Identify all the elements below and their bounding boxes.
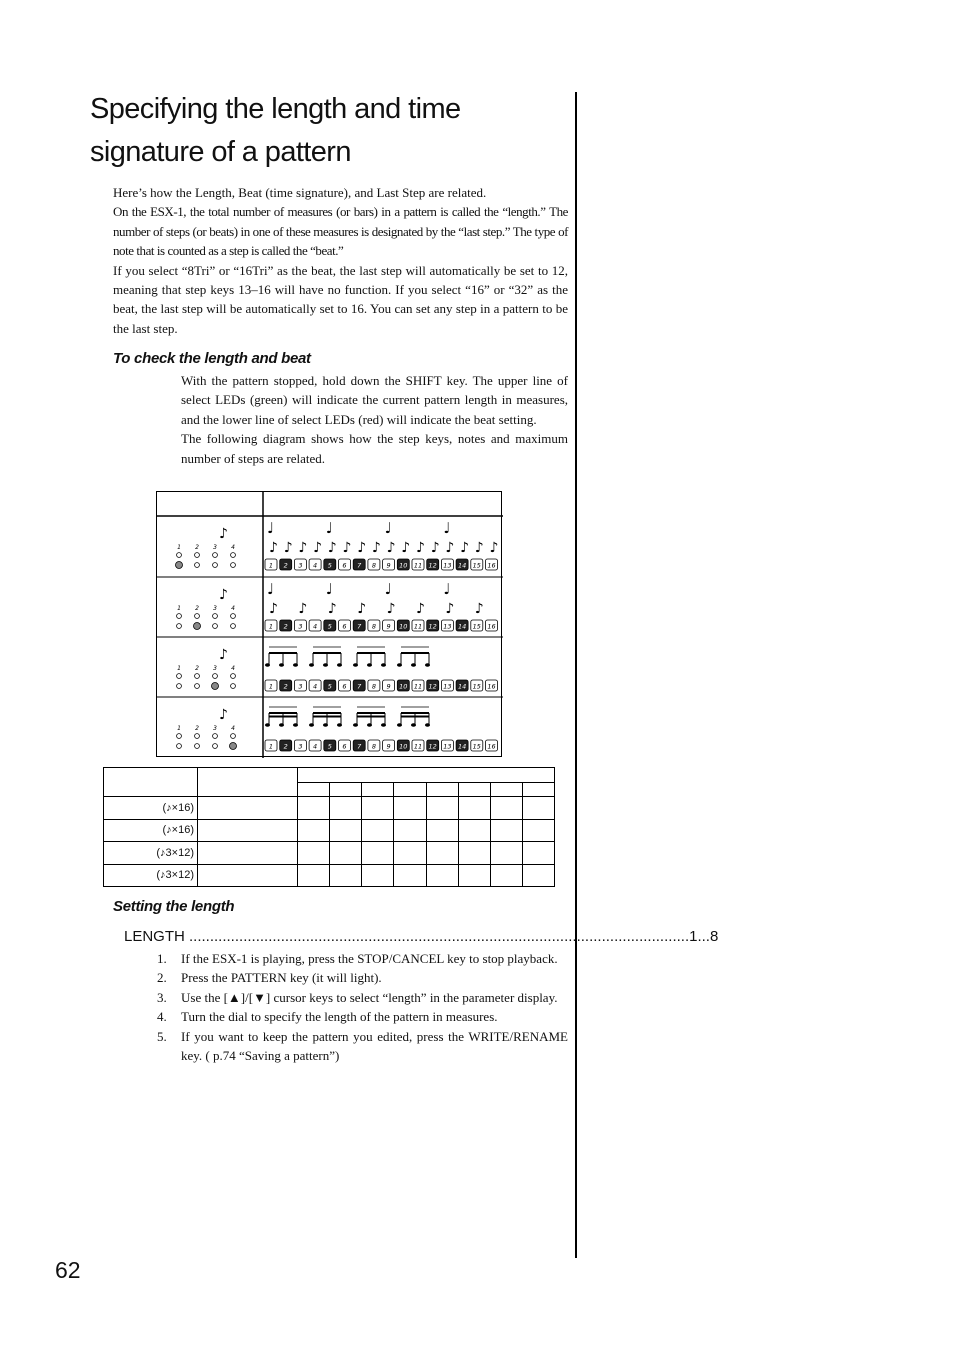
step-key-label: 5 [327,682,332,691]
step-key-label: 15 [472,561,481,570]
triplet-notehead [425,723,430,727]
led-red [213,624,218,629]
length-parameter [124,928,719,945]
param-name: LENGTH [124,928,185,945]
table-col-cell [522,783,554,797]
triplet-notehead [397,663,402,667]
triplet-notehead [293,663,298,667]
step-note-icon: ♪ [489,540,499,556]
step-key-label: 1 [268,682,274,691]
step-key-label: 7 [357,682,362,691]
table-header-cell [104,768,198,797]
row-label: (♪3×12) [104,864,198,887]
triplet-notehead [367,723,372,727]
intro-para-1: Here’s how the Length, Beat (time signature), and Last Step are related. [113,185,487,200]
step-key-label: 12 [428,742,437,751]
table-col-cell [458,783,490,797]
step-key-label: 1 [268,622,274,631]
table-col-cell [330,783,362,797]
led-number: 2 [195,665,199,672]
step-key-label: 5 [327,742,332,751]
step-key-label: 2 [283,622,288,631]
led-red [177,744,182,749]
step-key-label: 9 [386,561,391,570]
step-note-icon: ♪ [327,601,337,617]
list-item: 4. Turn the dial to specify the length of the pattern in measures. [157,1009,498,1025]
led-number: 2 [195,544,199,551]
step-note-icon: ♪ [445,540,455,556]
step-note-icon: ♪ [460,540,470,556]
led-red-lit [212,683,219,690]
step-key-label: 1 [268,561,274,570]
table-col-cell [490,783,522,797]
intro-text [113,183,568,338]
step-key-label: 9 [386,682,391,691]
length-steps [157,949,568,1065]
led-number: 4 [231,665,235,672]
led-green [195,674,200,679]
check-heading: To check the length and beat [113,350,311,367]
beat-note-icon: ♪ [219,587,228,603]
beat-note-icon: ♪ [219,526,228,542]
list-item: 5. If you want to keep the pattern you edited, press the WRITE/RENAME key. ( p.74 “Saving a pattern”) [157,1028,568,1064]
led-green [213,674,218,679]
step-key-label: 8 [371,682,376,691]
step-key-label: 11 [413,742,423,751]
check-para-1: With the pattern stopped, hold down the SHIFT key. The upper line of select LEDs (green) will indicate the current pattern length in measures, and the lower line of select LEDs (red) will indicate the beat setting. [181,373,568,427]
step-key-label: 2 [283,561,288,570]
triplet-notehead [411,723,416,727]
step-key-label: 13 [443,622,452,631]
intro-para-2: On the ESX-1, the total number of measures (or bars) in a pattern is called the “length.” The number of steps (or beats) in one of these measures is designated by the “last step.” The type of note that is counted as a step is called the “beat.” [113,204,568,259]
triplet-notehead [323,723,328,727]
step-key-label: 15 [472,622,481,631]
table-row [104,819,555,842]
step-key-label: 13 [443,742,452,751]
led-green [177,734,182,739]
step-key-label: 8 [371,742,376,751]
triplet-notehead [337,663,342,667]
quarter-note-icon: ♩ [443,580,451,598]
led-green [177,674,182,679]
triplet-notehead [337,723,342,727]
row-label: (♪×16) [104,797,198,820]
table-col-cell [394,783,426,797]
step-key-label: 13 [443,682,452,691]
step-key-label: 9 [386,742,391,751]
step-key-label: 16 [487,622,496,631]
page-title: Specifying the length and time signature of a pattern [90,93,461,168]
step-key-label: 15 [472,682,481,691]
led-green [213,553,218,558]
led-green [213,734,218,739]
table-row [104,842,555,865]
led-red [231,684,236,689]
led-number: 1 [177,605,181,612]
led-red [195,744,200,749]
step-key-label: 6 [342,622,347,631]
step-note-icon: ♪ [371,540,381,556]
led-green [213,614,218,619]
step-key-label: 2 [283,742,288,751]
step-key-label: 6 [342,682,347,691]
beat-note-icon: ♪ [219,707,228,723]
beat-diagram-svg [157,492,503,758]
step-note-icon: ♪ [474,540,484,556]
led-number: 3 [213,665,217,672]
step-note-icon: ♪ [298,601,308,617]
page-number: 62 [55,1257,81,1283]
triplet-notehead [265,663,270,667]
step-key-label: 4 [313,561,318,570]
step-note-icon: ♪ [416,601,425,617]
quarter-note-icon: ♩ [384,580,392,598]
step-key-label: 7 [357,742,362,751]
list-item: 1. If the ESX-1 is playing, press the STOP/CANCEL key to stop playback. [157,951,558,966]
quarter-note-icon: ♩ [267,580,275,598]
step-key-label: 16 [487,742,496,751]
row-label: (♪×16) [104,819,198,842]
led-green [195,553,200,558]
check-para-2: The following diagram shows how the step keys, notes and maximum number of steps are related. [181,431,568,466]
led-red [231,624,236,629]
step-key-label: 6 [342,742,347,751]
triplet-notehead [279,723,284,727]
led-green [177,614,182,619]
step-key-label: 3 [298,561,303,570]
led-number: 3 [213,544,217,551]
step-note-icon: ♪ [430,540,440,556]
step-key-label: 14 [457,561,467,570]
step-note-icon: ♪ [474,601,484,617]
check-text [181,371,568,468]
step-key-label: 10 [399,682,408,691]
param-leader: ........................................................................................................................ [184,928,690,945]
list-item: 2. Press the PATTERN key (it will light). [157,970,382,986]
step-key-label: 12 [428,622,437,631]
led-green [231,553,236,558]
step-key-label: 1 [268,742,274,751]
step-note-icon: ♪ [357,540,367,556]
triplet-notehead [425,663,430,667]
row-label: (♪3×12) [104,842,198,865]
step-key-label: 4 [313,622,318,631]
quarter-note-icon: ♩ [325,580,333,598]
step-key-label: 11 [413,622,423,631]
step-key-label: 14 [457,622,467,631]
step-key-label: 9 [386,622,391,631]
led-number: 4 [231,544,235,551]
table-col-cell [426,783,458,797]
quarter-note-icon: ♩ [325,519,333,537]
triplet-notehead [397,723,402,727]
led-number: 3 [213,725,217,732]
step-key-label: 3 [298,742,303,751]
step-note-icon: ♪ [416,540,425,556]
led-number: 3 [213,605,217,612]
led-red [177,624,182,629]
step-key-label: 15 [472,742,481,751]
step-key-label: 16 [487,561,496,570]
margin-rule [575,92,577,1258]
triplet-notehead [323,663,328,667]
step-key-label: 7 [357,561,362,570]
step-key-label: 8 [371,561,376,570]
triplet-notehead [279,663,284,667]
step-key-label: 3 [298,682,303,691]
step-key-label: 6 [342,561,347,570]
led-number: 2 [195,605,199,612]
led-green [195,734,200,739]
step-note-icon: ♪ [401,540,411,556]
table-row [104,864,555,887]
led-green [231,734,236,739]
triplet-notehead [381,723,386,727]
beat-diagram [156,491,502,757]
step-note-icon: ♪ [313,540,323,556]
step-note-icon: ♪ [269,540,278,556]
led-red [231,563,236,568]
step-key-label: 14 [457,682,467,691]
led-red-lit [194,623,201,630]
intro-para-3: If you select “8Tri” or “16Tri” as the beat, the last step will automatically be set to 12, meaning that step keys 13–16 will have no function. If you select “16” or “32” as the beat, the last step will be automatically set to 16. You can set any step in a pattern to be the last step. [113,262,568,336]
step-note-icon: ♪ [342,540,352,556]
param-range: 1...8 [689,928,719,945]
led-green [195,614,200,619]
step-key-label: 11 [413,682,423,691]
led-number: 4 [231,605,235,612]
step-key-label: 5 [327,561,332,570]
step-key-label: 13 [443,561,452,570]
led-red [195,563,200,568]
led-number: 4 [231,725,235,732]
beat-note-icon: ♪ [219,647,228,663]
led-number: 2 [195,725,199,732]
table-header-cell [298,768,555,783]
triplet-notehead [309,663,314,667]
step-note-icon: ♪ [386,540,396,556]
step-key-label: 5 [327,622,332,631]
led-red [195,684,200,689]
triplet-notehead [411,663,416,667]
step-key-label: 8 [371,622,376,631]
step-key-label: 10 [399,561,408,570]
table-row [104,797,555,820]
step-key-label: 16 [487,682,496,691]
quarter-note-icon: ♩ [443,519,451,537]
step-key-label: 10 [399,742,408,751]
table-col-cell [298,783,330,797]
led-green [177,553,182,558]
step-key-label: 4 [313,682,318,691]
list-item: 3. Use the [▲]/[▼] cursor keys to select “length” in the parameter display. [157,989,558,1005]
step-note-icon: ♪ [386,601,396,617]
led-number: 1 [177,725,181,732]
table-col-cell [362,783,394,797]
step-key-label: 3 [298,622,303,631]
step-key-label: 12 [428,561,437,570]
step-key-label: 11 [413,561,423,570]
step-note-icon: ♪ [283,540,293,556]
quarter-note-icon: ♩ [384,519,392,537]
triplet-notehead [293,723,298,727]
led-red-lit [230,743,237,750]
step-note-icon: ♪ [357,601,367,617]
step-key-label: 12 [428,682,437,691]
step-key-label: 10 [399,622,408,631]
step-key-label: 7 [357,622,362,631]
triplet-notehead [265,723,270,727]
step-key-label: 14 [457,742,467,751]
step-key-label: 4 [313,742,318,751]
length-heading: Setting the length [113,898,235,915]
step-note-icon: ♪ [327,540,337,556]
quarter-note-icon: ♩ [267,519,275,537]
table-header-cell [198,768,298,797]
led-red [213,563,218,568]
led-number: 1 [177,665,181,672]
led-green [231,614,236,619]
triplet-notehead [367,663,372,667]
led-red [213,744,218,749]
step-key-label: 2 [283,682,288,691]
step-note-icon: ♪ [298,540,308,556]
triplet-notehead [353,663,358,667]
step-note-icon: ♪ [445,601,455,617]
triplet-notehead [309,723,314,727]
step-note-icon: ♪ [269,601,278,617]
triplet-notehead [381,663,386,667]
length-table [103,767,555,887]
led-number: 1 [177,544,181,551]
led-red-lit [176,562,183,569]
triplet-notehead [353,723,358,727]
led-green [231,674,236,679]
led-red [177,684,182,689]
